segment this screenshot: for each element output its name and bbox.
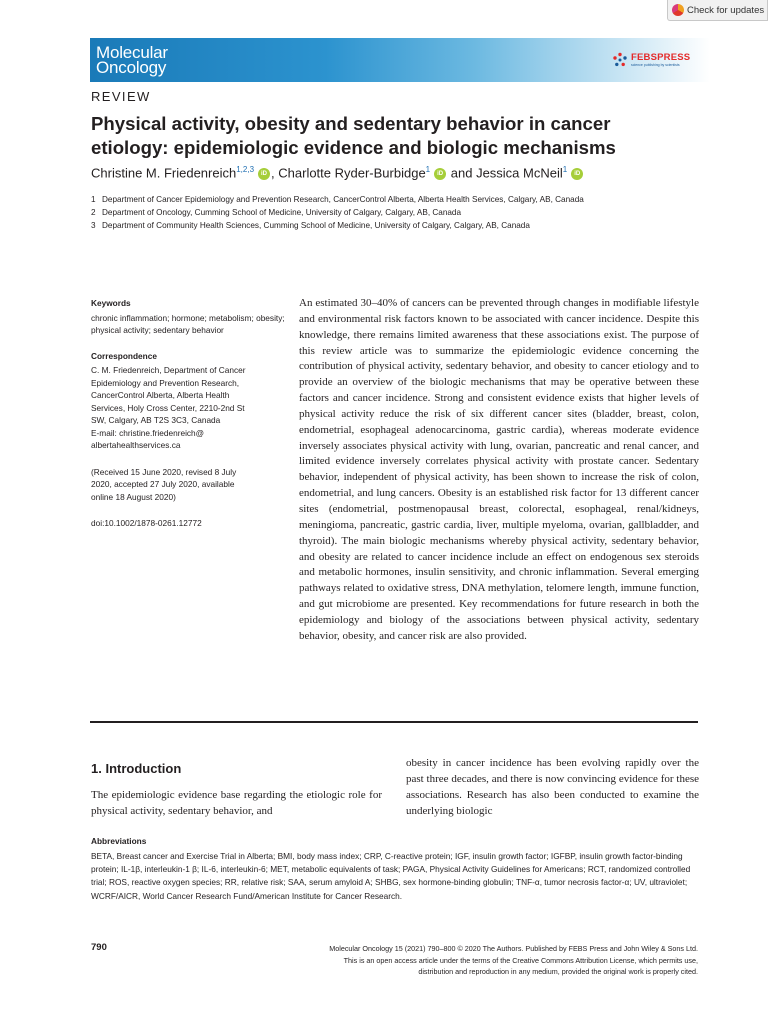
journal-name-line2: Oncology — [96, 58, 167, 77]
check-for-updates-label: Check for updates — [687, 4, 765, 16]
affiliation-number: 3 — [91, 221, 96, 230]
introduction-left-column: The epidemiologic evidence base regarding the etiologic role for physical activity, sedentary behavior, and — [91, 789, 382, 817]
author-name: Jessica McNeil — [476, 165, 563, 181]
copyright-footer — [329, 943, 698, 978]
keywords-text: chronic inflammation; hormone; metabolism; obesity; physical activity; sedentary behavior — [91, 312, 285, 335]
abbreviations-heading: Abbreviations — [91, 836, 147, 846]
crossmark-icon — [672, 4, 684, 16]
affiliation — [91, 208, 461, 217]
section-divider — [90, 721, 698, 723]
received-line: (Received 15 June 2020, revised 8 July — [91, 466, 237, 477]
affiliation — [91, 195, 584, 204]
publisher-name: FEBSPRESS — [631, 52, 691, 63]
correspondence-line: Epidemiology and Prevention Research, — [91, 377, 240, 388]
correspondence-email[interactable]: E-mail: christine.friedenreich@ — [91, 427, 205, 438]
febs-star-icon — [612, 52, 628, 68]
affiliation-number: 1 — [91, 195, 96, 204]
affiliation-text: Department of Oncology, Cumming School of Medicine, University of Calgary, Calgary, AB, Canada — [102, 208, 462, 217]
check-for-updates-button[interactable] — [667, 0, 768, 21]
received-line: online 18 August 2020) — [91, 491, 176, 502]
author-list — [91, 165, 584, 180]
correspondence-line: Services, Holy Cross Center, 2210-2nd St — [91, 402, 245, 413]
author-affiliation-sup: 1 — [425, 165, 431, 174]
affiliation-number: 2 — [91, 208, 96, 217]
publisher-tagline: science publishing by scientists — [631, 63, 680, 67]
article-info-sidebar — [91, 297, 286, 530]
correspondence-email[interactable]: albertahealthservices.ca — [91, 440, 181, 450]
footer-line: distribution and reproduction in any medium, provided the original work is properly cited. — [418, 967, 698, 976]
journal-name-line1: Molecular — [96, 43, 168, 62]
footer-line: This is an open access article under the terms of the Creative Commons Attribution License, which permits use, — [343, 955, 698, 965]
article-type: REVIEW — [91, 89, 151, 104]
abstract-text: An estimated 30–40% of cancers can be prevented through changes in modifiable lifestyle and environmental risk factors known to be associated with cancer incidence. Despite this knowledge, there remains limited awareness that these associations exist. The purpose of this review article was to summarize the epidemiologic evidence concerning the contribution of physical activity, sedentary behavior, and obesity to cancer etiology and to provide an overview of the biologic mechanisms that may be operative between these factors and cancer incidence. Strong and consistent evidence exists that higher levels of physical activity reduce the risk of six different cancer sites (bladder, breast, colon, endometrial, esophageal adenocarcinoma, gastric cardia), whereas moderate evidence inversely associates physical activity with lung, ovarian, pancreatic and renal cancer, and limited evidence inversely correlates physical activity with prostate cancer. Sedentary behavior, independent of physical activity, has been shown to increase the risk of colon, endometrial, and lung cancers. Obesity is an established risk factor for 13 different cancer sites (endometrial, postmenopausal breast, colorectal, esophageal, renal/kidneys, meningioma, pancreatic, gastric cardia, liver, multiple myeloma, ovarian, gallbladder, and thyroid). The main biologic mechanisms whereby physical activity, sedentary behavior, and obesity are related to cancer incidence include an effect on endogenous sex steroids and metabolic hormones, insulin sensitivity, and chronic inflammation. Several emerging pathways related to oxidative stress, DNA methylation, telomere length, immune function, and gut microbiome are presented. Key recommendations for future research in both the epidemiology and biology of the associations between physical activity, sedentary behavior, obesity, and cancer risk are also provided. — [299, 297, 699, 642]
affiliation-text: Department of Cancer Epidemiology and Prevention Research, CancerControl Alberta, Alberta Health Services, Calgary, AB, Canada — [102, 195, 584, 204]
keywords-heading: Keywords — [91, 298, 131, 308]
doi-link[interactable]: doi:10.1002/1878-0261.12772 — [91, 518, 202, 528]
author-affiliation-sup: 1 — [562, 165, 568, 174]
received-dates — [91, 466, 286, 504]
publisher-logo — [612, 52, 690, 68]
page-number: 790 — [91, 942, 107, 953]
correspondence-line: CancerControl Alberta, Alberta Health — [91, 390, 230, 400]
introduction-right-column: obesity in cancer incidence has been evolving rapidly over the past three decades, and there is now convincing evidence for these associations. Research has also been conducted to examine the underlying biologic — [406, 757, 699, 817]
orcid-icon[interactable]: iD — [434, 168, 446, 180]
article-title: Physical activity, obesity and sedentary behavior in cancer etiology: epidemiologic evidence and biologic mechanisms — [91, 113, 616, 158]
author-affiliation-sup: 1,2,3 — [236, 165, 255, 174]
affiliation — [91, 221, 530, 230]
author-name: Charlotte Ryder-Burbidge — [278, 165, 426, 181]
introduction-heading: 1. Introduction — [91, 761, 182, 776]
received-line: 2020, accepted 27 July 2020, available — [91, 479, 235, 489]
orcid-icon[interactable]: iD — [571, 168, 583, 180]
footer-line: Molecular Oncology 15 (2021) 790–800 © 2020 The Authors. Published by FEBS Press and John Wiley & Sons Ltd. — [329, 944, 698, 953]
abbreviations-text: BETA, Breast cancer and Exercise Trial in Alberta; BMI, body mass index; CRP, C-reactive protein; IGF, insulin growth factor; IGFBP, insulin growth factor-binding protein; IL-1β, interleukin-1 β; IL-6, interleukin-6; MET, metabolic equivalents of task; PAGA, Physical Activity Guidelines for Americans; RCT, randomized controlled trial; ROS, reactive oxygen species; RR, relative risk; SAA, serum amyloid A; SHBG, sex hormone-binding globulin; TNF-α, tumor necrosis factor-α; UV, ultraviolet; WCRF/AICR, World Cancer Research Fund/American Institute for Cancer Research. — [91, 851, 691, 901]
correspondence-line: SW, Calgary, AB T2S 3C3, Canada — [91, 415, 221, 425]
correspondence-heading: Correspondence — [91, 350, 157, 361]
correspondence-line: C. M. Friedenreich, Department of Cancer — [91, 365, 246, 375]
author-separator: , — [271, 165, 275, 181]
author-separator: and — [447, 165, 473, 181]
orcid-icon[interactable]: iD — [258, 168, 270, 180]
author-name: Christine M. Friedenreich — [91, 165, 237, 181]
affiliation-text: Department of Community Health Sciences, Cumming School of Medicine, University of Calgary, Calgary, AB, Canada — [102, 221, 530, 230]
